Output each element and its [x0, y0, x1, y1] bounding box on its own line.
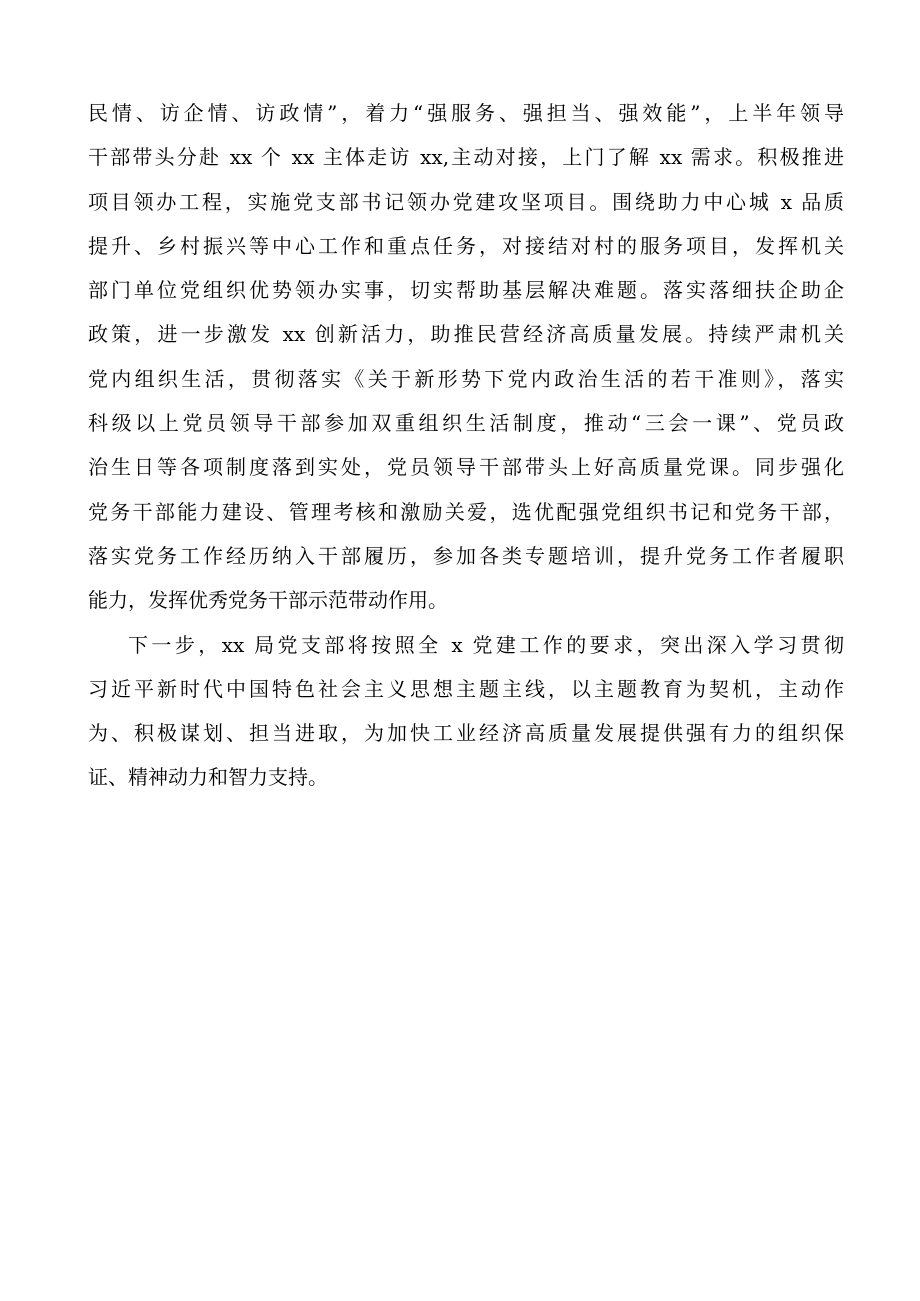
paragraph-line: 政策，进一步激发 xx 创新活力，助推民营经济高质量发展。持续严肃机关 — [88, 322, 844, 347]
paragraph-line: 证、精神动力和智力支持。 — [88, 765, 328, 790]
paragraph-line: 项目领办工程，实施党支部书记领办党建攻坚项目。围绕助力中心城 x 品质 — [88, 189, 844, 214]
paragraph-line: 落实党务工作经历纳入干部履历，参加各类专题培训，提升党务工作者履职 — [88, 543, 844, 568]
paragraph-line: 习近平新时代中国特色社会主义思想主题主线，以主题教育为契机，主动作 — [88, 676, 844, 701]
paragraph-line: 党务干部能力建设、管理考核和激励关爱，选优配强党组织书记和党务干部， — [88, 499, 844, 524]
paragraph-1 — [88, 91, 844, 623]
paragraph-line: 提升、乡村振兴等中心工作和重点任务，对接结对村的服务项目，发挥机关 — [88, 233, 844, 258]
paragraph-line: 科级以上党员领导干部参加双重组织生活制度，推动“三会一课”、党员政 — [88, 411, 844, 436]
paragraph-line: 部门单位党组织优势领办实事，切实帮助基层解决难题。落实落细扶企助企 — [88, 278, 844, 303]
paragraph-line: 为、积极谋划、担当进取，为加快工业经济高质量发展提供强有力的组织保 — [88, 721, 844, 746]
paragraph-line: 下一步，xx 局党支部将按照全 x 党建工作的要求，突出深入学习贯彻 — [128, 632, 844, 657]
paragraph-line: 治生日等各项制度落到实处，党员领导干部带头上好高质量党课。同步强化 — [88, 455, 844, 480]
paragraph-2 — [88, 623, 844, 800]
paragraph-line: 能力，发挥优秀党务干部示范带动作用。 — [88, 588, 448, 613]
document-body — [88, 91, 844, 800]
paragraph-line: 党内组织生活，贯彻落实《关于新形势下党内政治生活的若干准则》，落实 — [88, 366, 844, 391]
paragraph-line: 民情、访企情、访政情”，着力“强服务、强担当、强效能”，上半年领导 — [88, 101, 844, 125]
paragraph-line: 干部带头分赴 xx 个 xx 主体走访 xx,主动对接，上门了解 xx 需求。积极推进 — [88, 145, 844, 170]
